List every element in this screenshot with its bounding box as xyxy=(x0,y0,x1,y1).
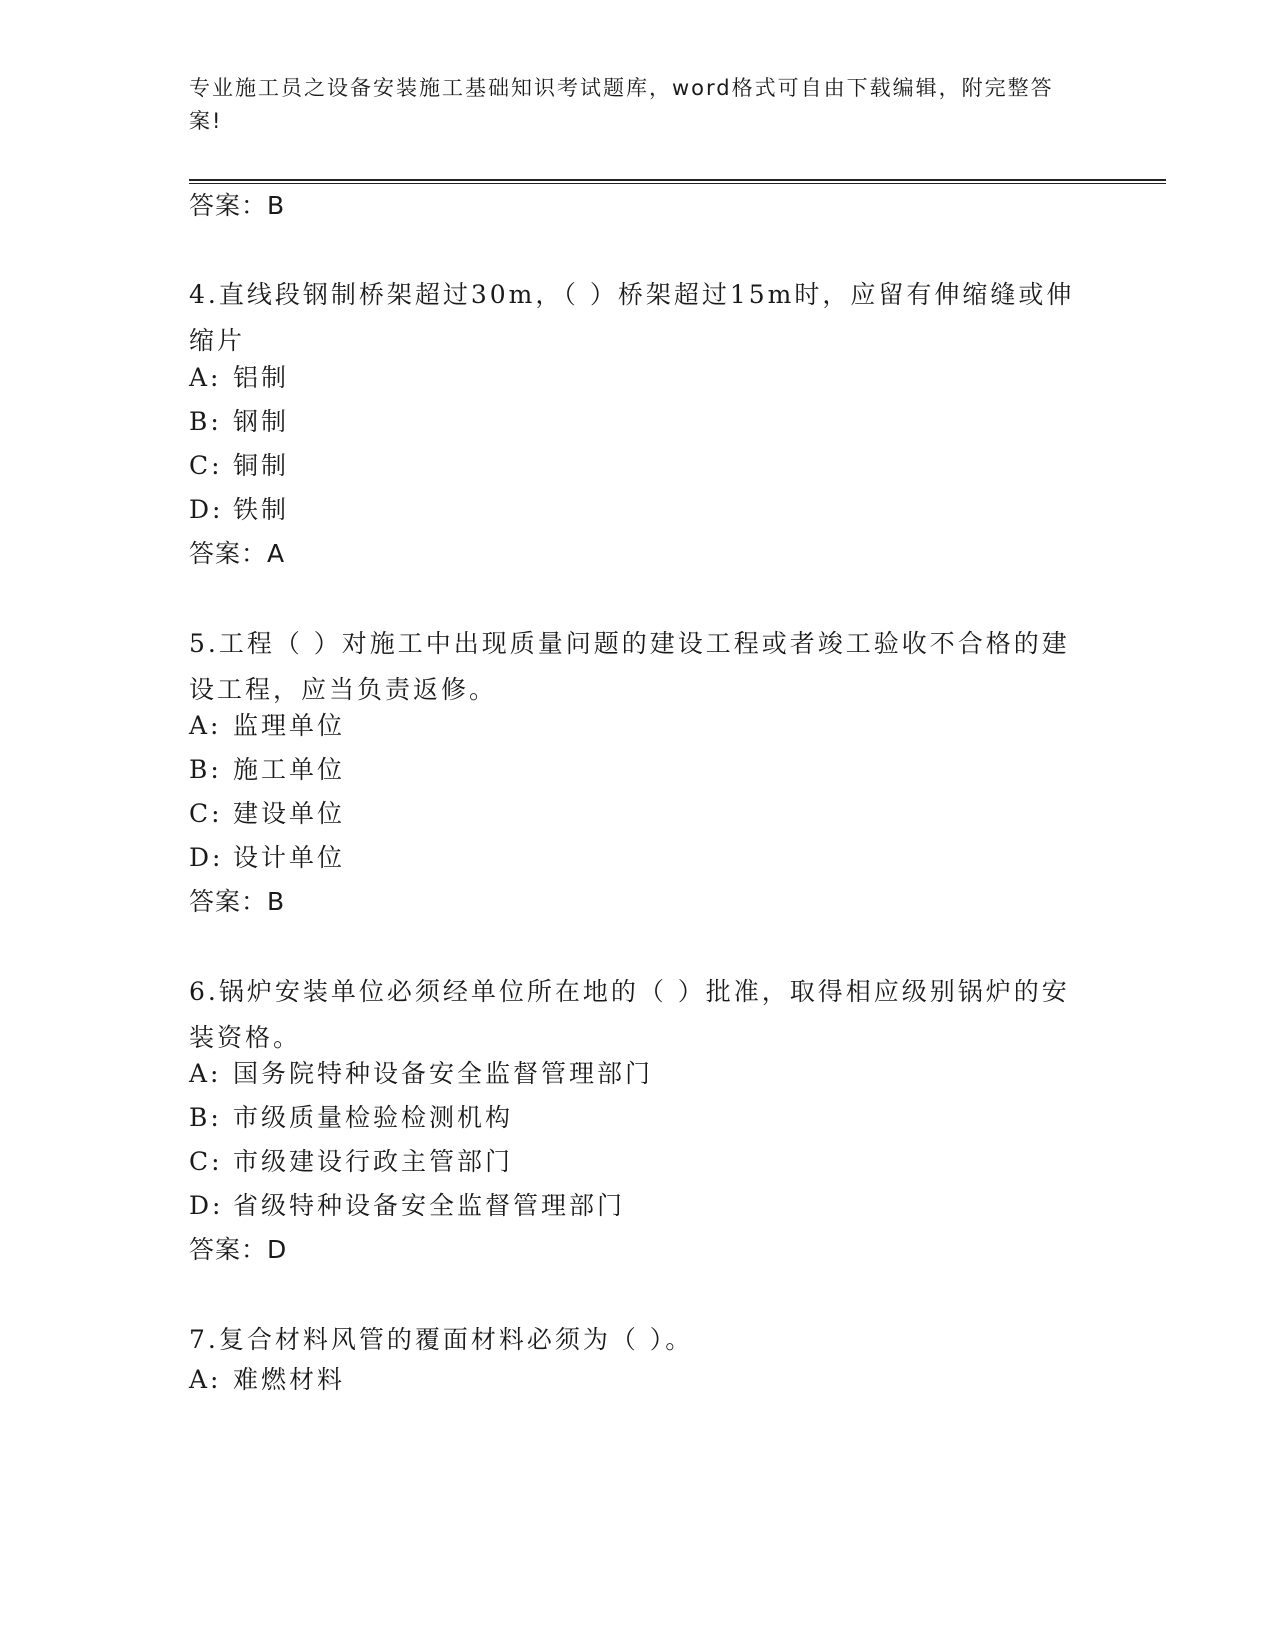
option-text: 市级建设行政主管部门 xyxy=(233,1147,514,1176)
option-label: C: xyxy=(189,451,223,480)
option-c xyxy=(189,1145,513,1179)
option-text: 建设单位 xyxy=(233,799,346,828)
answer-line: 答案：A xyxy=(189,539,286,568)
option-label: C: xyxy=(189,1147,223,1176)
option-text: 铁制 xyxy=(233,495,290,524)
question-stem: 4.直线段钢制桥架超过30m，（ ）桥架超过15m时，应留有伸缩缝或伸缩片 xyxy=(189,280,1075,355)
option-label: A: xyxy=(189,711,222,740)
header-divider xyxy=(189,179,1166,181)
option-b xyxy=(189,1101,513,1135)
option-a xyxy=(189,1057,653,1091)
option-text: 钢制 xyxy=(233,407,290,436)
question-stem: 5.工程（ ）对施工中出现质量问题的建设工程或者竣工验收不合格的建设工程，应当负责返修。 xyxy=(189,629,1070,704)
option-d xyxy=(189,493,289,527)
option-label: D: xyxy=(189,495,224,524)
option-text: 施工单位 xyxy=(233,755,346,784)
option-d xyxy=(189,1189,625,1223)
option-label: B: xyxy=(189,407,222,436)
option-label: C: xyxy=(189,799,223,828)
option-a xyxy=(189,361,289,395)
option-b xyxy=(189,405,289,439)
option-label: A: xyxy=(189,363,222,392)
option-c xyxy=(189,797,345,831)
option-label: A: xyxy=(189,1365,222,1394)
option-label: A: xyxy=(189,1059,222,1088)
option-text: 铜制 xyxy=(233,451,290,480)
question-stem: 6.锅炉安装单位必须经单位所在地的（ ）批准，取得相应级别锅炉的安装资格。 xyxy=(189,977,1070,1052)
option-d xyxy=(189,841,345,875)
option-b xyxy=(189,753,345,787)
option-text: 市级质量检验检测机构 xyxy=(233,1103,514,1132)
option-text: 省级特种设备安全监督管理部门 xyxy=(233,1191,626,1220)
answer-line: 答案：B xyxy=(189,191,286,220)
option-a xyxy=(189,1363,345,1397)
option-text: 难燃材料 xyxy=(233,1365,346,1394)
answer-line: 答案：D xyxy=(189,1235,288,1264)
option-label: D: xyxy=(189,1191,224,1220)
option-label: D: xyxy=(189,843,224,872)
question-stem: 7.复合材料风管的覆面材料必须为（ ）。 xyxy=(189,1325,694,1354)
option-text: 设计单位 xyxy=(233,843,346,872)
header-divider-thin xyxy=(189,183,1166,184)
answer-line: 答案：B xyxy=(189,887,286,916)
option-label: B: xyxy=(189,755,222,784)
option-text: 监理单位 xyxy=(233,711,346,740)
option-text: 国务院特种设备安全监督管理部门 xyxy=(233,1059,654,1088)
option-text: 铝制 xyxy=(233,363,290,392)
option-label: B: xyxy=(189,1103,222,1132)
option-a xyxy=(189,709,345,743)
option-c xyxy=(189,449,289,483)
document-header-text: 专业施工员之设备安装施工基础知识考试题库，word格式可自由下载编辑，附完整答案! xyxy=(189,76,1054,133)
